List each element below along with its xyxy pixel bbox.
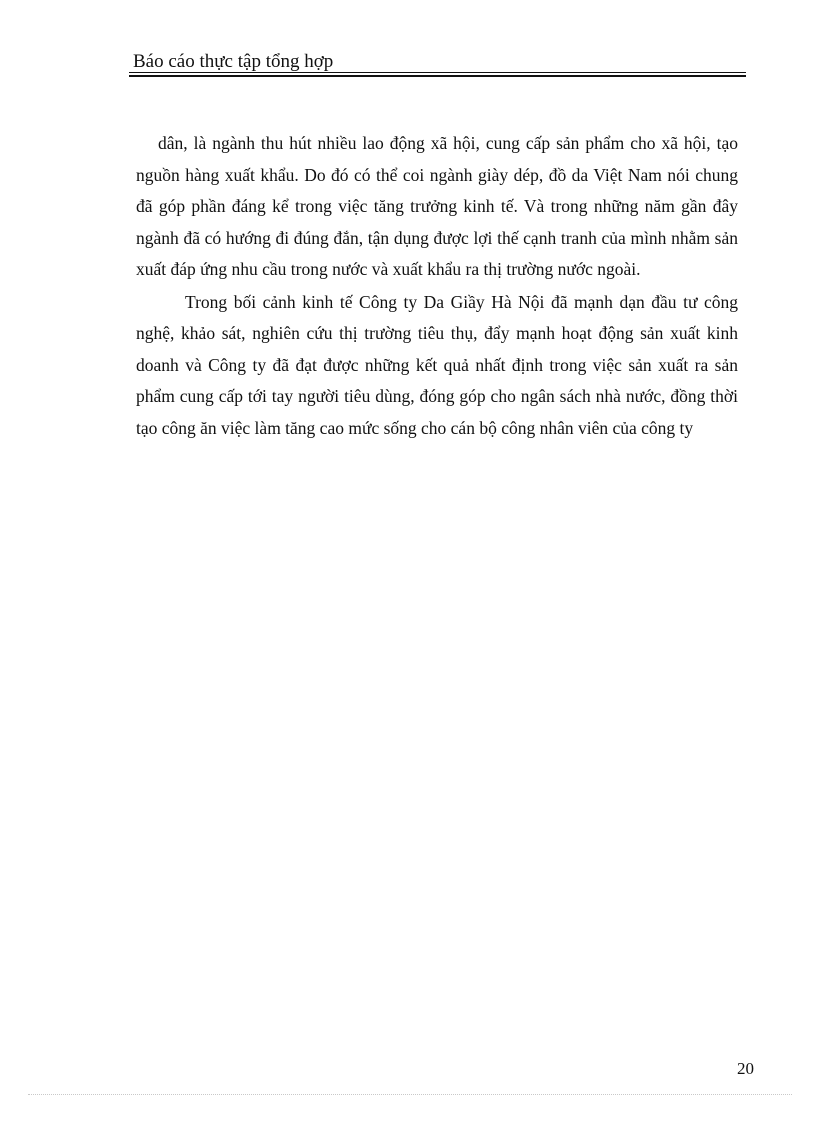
body-text: [136, 128, 738, 444]
page-number: 20: [737, 1059, 754, 1078]
footer-divider: [28, 1094, 792, 1095]
header-title: Báo cáo thực tập tổng hợp: [133, 51, 334, 72]
header-rule-thick: [129, 75, 746, 77]
paragraph-1: dân, là ngành thu hút nhiều lao động xã hội, cung cấp sản phẩm cho xã hội, tạo nguồn hàng xuất khẩu. Do đó có thể coi ngành giày dép, đồ da Việt Nam nói chung đã góp phần đáng kể trong việc tăng trưởng kinh tế. Và trong những năm gần đây ngành đã có hướng đi đúng đắn, tận dụng được lợi thế cạnh tranh của mình nhằm sản xuất đáp ứng nhu cầu trong nước và xuất khẩu ra thị trường nước ngoài.: [136, 133, 738, 279]
paragraph-2: Trong bối cảnh kinh tế Công ty Da Giầy Hà Nội đã mạnh dạn đầu tư công nghệ, khảo sát, nghiên cứu thị trường tiêu thụ, đẩy mạnh hoạt động sản xuất kinh doanh và Công ty đã đạt được những kết quả nhất định trong việc sản xuất ra sản phẩm cung cấp tới tay người tiêu dùng, đóng góp cho ngân sách nhà nước, đồng thời tạo công ăn việc làm tăng cao mức sống cho cán bộ công nhân viên của công ty: [136, 291, 738, 438]
header-rule-thin: [129, 72, 746, 73]
